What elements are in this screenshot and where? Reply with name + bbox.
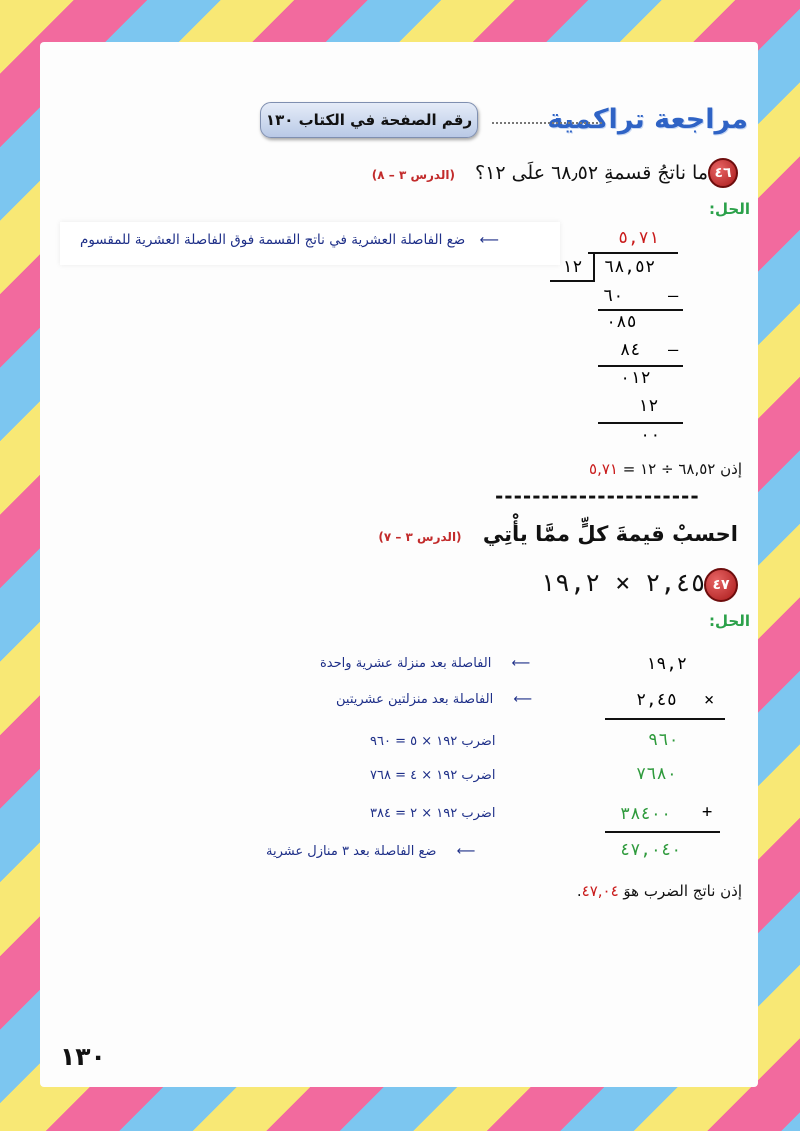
mult-conclusion-text: إذن ناتج الضرب هوَ <box>623 882 742 900</box>
question-46-prompt: ما ناتجُ قسمةِ ٦٨٫٥٢ علَى ١٢؟ <box>475 162 708 184</box>
mult-row1-note: ⟵ الفاصلة بعد منزلة عشرية واحدة <box>320 656 531 671</box>
section-lesson: (الدرس ٣ – ٧) <box>378 530 462 544</box>
division-quotient: ٥,٧١ <box>618 228 659 248</box>
mult-line-1 <box>605 718 725 720</box>
page-number: ١٣٠ <box>60 1042 106 1071</box>
arrow-icon: ⟵ <box>513 692 532 707</box>
mult-row5-note: اضرب ١٩٢ × ٢ = ٣٨٤ <box>370 806 496 821</box>
division-line-1 <box>598 309 683 311</box>
mult-row2-number: ٢,٤٥ <box>636 690 677 710</box>
mult-conclusion <box>577 882 742 900</box>
division-line-2 <box>598 365 683 367</box>
question-46-badge: ٤٦ <box>708 158 738 188</box>
mult-row6-number: ٤٧,٠٤٠ <box>620 840 682 860</box>
mult-row4-number: ٧٦٨٠ <box>636 764 677 784</box>
division-conclusion <box>589 460 742 478</box>
question-46-text <box>372 162 708 184</box>
mult-row2-note: ⟵ الفاصلة بعد منزلتين عشريتين <box>336 692 532 707</box>
arrow-icon: ⟵ <box>456 844 476 859</box>
dashed-separator: ---------------------- <box>495 484 700 508</box>
worksheet-page <box>40 42 758 1087</box>
division-step2: ٨٤ <box>620 340 641 360</box>
section-title: مراجعة تراكمية <box>547 104 748 135</box>
division-line-3 <box>598 422 683 424</box>
division-step1: ٦٠ <box>603 286 624 306</box>
mult-line-2 <box>605 831 720 833</box>
arrow-icon: ⟵ <box>511 656 531 671</box>
division-remainder-2: ٠١٢ <box>620 368 651 388</box>
mult-row2-sign: × <box>704 690 721 710</box>
division-conclusion-text: إذن ٦٨,٥٢ ÷ ١٢ = <box>622 460 742 478</box>
mult-row1-number: ١٩,٢ <box>646 654 687 674</box>
mult-row6-note: ⟵ ضع الفاصلة بعد ٣ منازل عشرية <box>266 844 476 859</box>
division-bracket <box>593 252 595 282</box>
mult-row4-note: اضرب ١٩٢ × ٤ = ٧٦٨ <box>370 768 496 783</box>
title-dotted-leader <box>492 122 602 124</box>
mult-row5-number: ٣٨٤٠٠ <box>620 804 672 824</box>
hint-arrow-icon: ⟵ <box>479 232 499 248</box>
question-46-lesson: (الدرس ٣ – ٨) <box>371 168 455 182</box>
hint-text <box>80 232 499 248</box>
hint-label: ضع الفاصلة العشرية في ناتج القسمة فوق الفاصلة العشرية للمقسوم <box>80 232 466 248</box>
division-remainder-1: ٠٨٥ <box>606 312 637 332</box>
mult-row3-number: ٩٦٠ <box>648 730 679 750</box>
division-divisor: ١٢ <box>562 257 583 277</box>
division-step3: ١٢ <box>638 396 659 416</box>
mult-row5-sign: + <box>702 802 719 822</box>
mult-conclusion-value: ٤٧,٠٤ <box>581 882 619 900</box>
division-dividend: ٦٨,٥٢ <box>604 257 656 277</box>
division-remainder-3: ٠٠ <box>640 425 661 445</box>
question-46-solution-label: الحل: <box>709 200 750 218</box>
division-step2-sign: – <box>668 340 685 360</box>
question-47-solution-label: الحل: <box>709 612 750 630</box>
book-page-badge: رقم الصفحة في الكتاب ١٣٠ <box>260 102 478 138</box>
divisor-underline <box>550 280 595 282</box>
section-heading-text: احسبْ قيمةَ كلٍّ ممَّا يأْتِي <box>482 522 738 546</box>
division-conclusion-value: ٥,٧١ <box>589 460 618 478</box>
division-bar <box>588 252 678 254</box>
mult-row3-note: اضرب ١٩٢ × ٥ = ٩٦٠ <box>370 734 496 749</box>
mult-conclusion-period: . <box>576 882 582 900</box>
section-heading <box>378 522 738 546</box>
question-47-badge: ٤٧ <box>704 568 738 602</box>
division-step1-sign: – <box>668 286 685 306</box>
question-47-expression: ٢,٤٥ × ١٩,٢ <box>540 568 706 597</box>
